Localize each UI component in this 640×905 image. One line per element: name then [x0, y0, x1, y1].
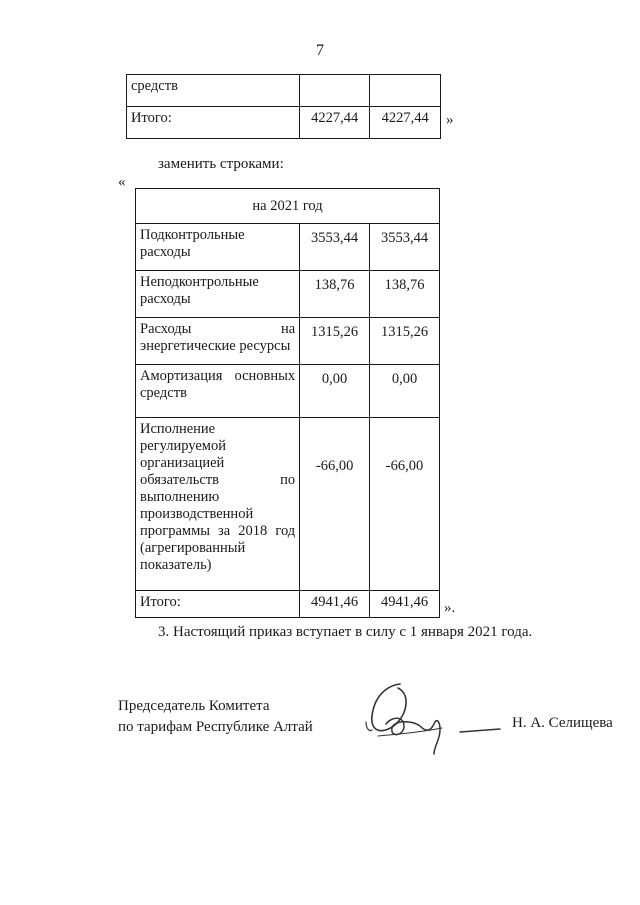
row-value-1: 0,00	[300, 365, 370, 418]
row-value-1: 4227,44	[299, 107, 370, 139]
signatory-name: Н. А. Селищева	[512, 715, 613, 731]
row-value-2: 4227,44	[370, 107, 441, 139]
row-value-2: -66,00	[370, 418, 440, 591]
closing-quote: ».	[444, 600, 456, 616]
table-row	[136, 271, 440, 318]
row-value-1	[299, 75, 370, 107]
table-row	[136, 418, 440, 591]
tariff-table-new	[135, 188, 440, 618]
row-value-2: 0,00	[370, 365, 440, 418]
signatory-title-line1: Председатель Комитета	[118, 698, 270, 714]
row-label: Подконтрольные расходы	[136, 224, 300, 271]
table-row	[127, 107, 441, 139]
row-value-2: 4941,46	[370, 591, 440, 618]
row-label: Расходы на энергетические ресурсы	[136, 318, 300, 365]
table-row	[127, 75, 441, 107]
closing-quote: »	[446, 112, 454, 128]
row-label: Неподконтрольные расходы	[136, 271, 300, 318]
handwritten-signature	[360, 676, 510, 756]
table-row	[136, 318, 440, 365]
tariff-table-old-tail	[126, 74, 441, 139]
row-label: Амортизация основных средств	[136, 365, 300, 418]
signatory-title	[118, 696, 313, 738]
row-label: Итого:	[136, 591, 300, 618]
row-value-1: 138,76	[300, 271, 370, 318]
table-header-row	[136, 189, 440, 224]
row-value-1: 3553,44	[300, 224, 370, 271]
row-value-1: 1315,26	[300, 318, 370, 365]
table-row	[136, 224, 440, 271]
row-label: Исполнение регулируемой организацией обязательств по выполнению производственной программы за 2018 год (агрегированный показатель)	[136, 418, 300, 591]
page-number: 7	[316, 42, 324, 59]
table-row	[136, 591, 440, 618]
row-value-2	[370, 75, 441, 107]
table-header: на 2021 год	[136, 189, 440, 224]
signatory-title-line2: по тарифам Республике Алтай	[118, 719, 313, 735]
row-value-1: -66,00	[300, 418, 370, 591]
table-row	[136, 365, 440, 418]
clause-3: 3. Настоящий приказ вступает в силу с 1 января 2021 года.	[158, 624, 533, 640]
row-label: средств	[127, 75, 300, 107]
opening-quote: «	[118, 174, 126, 190]
row-value-2: 3553,44	[370, 224, 440, 271]
row-value-2: 1315,26	[370, 318, 440, 365]
replace-instruction: заменить строками:	[158, 156, 284, 172]
row-value-2: 138,76	[370, 271, 440, 318]
row-value-1: 4941,46	[300, 591, 370, 618]
row-label: Итого:	[127, 107, 300, 139]
